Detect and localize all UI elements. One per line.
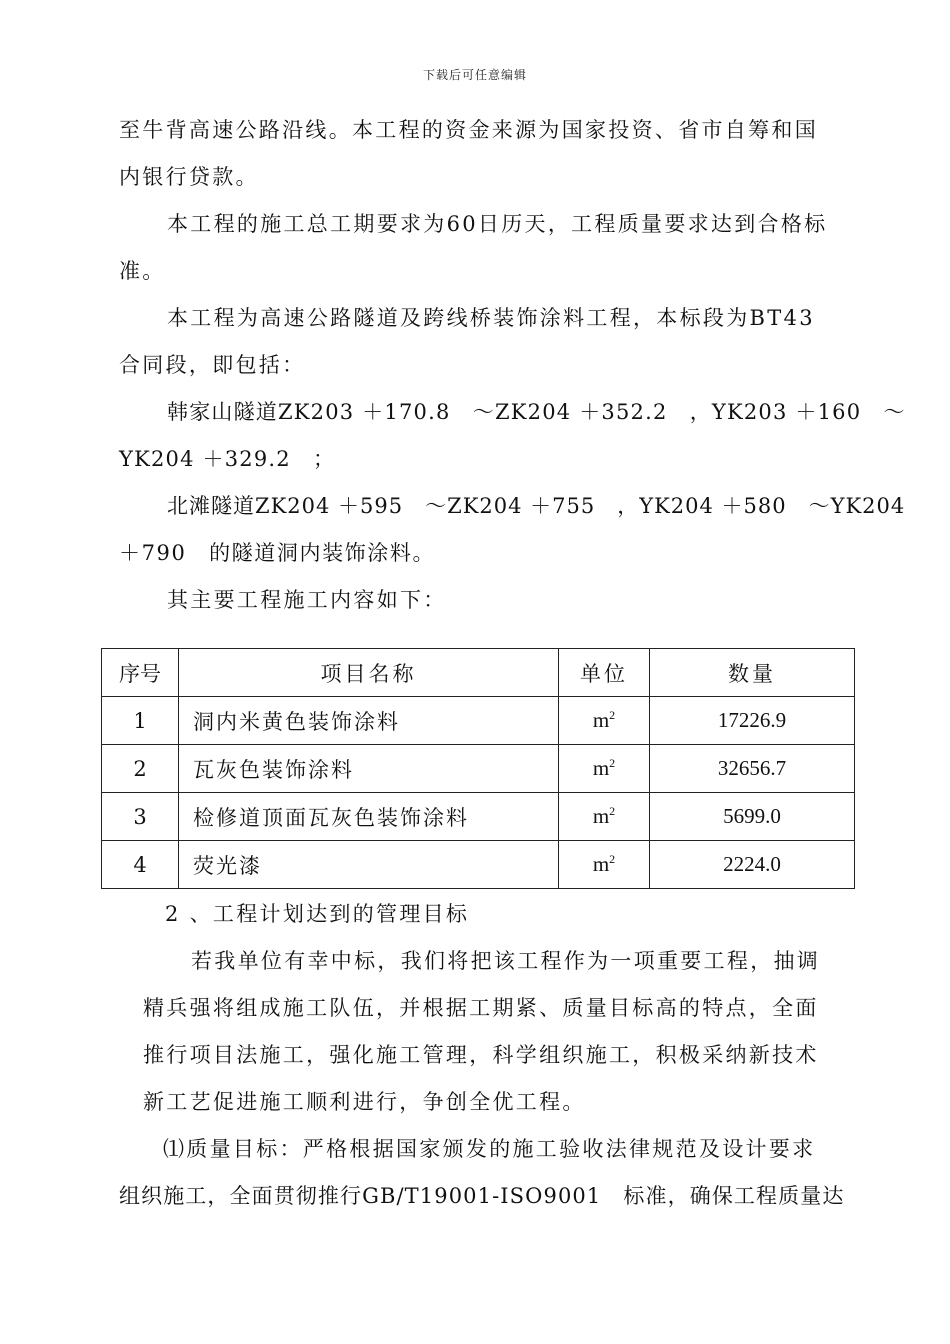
body-line-15: 新工艺促进施工顺利进行，争创全优工程。: [143, 1090, 586, 1114]
table-header-row: [102, 649, 855, 697]
body-line-9: 北滩隧道ZK204 ＋595 ～ZK204 ＋755 ，YK204 ＋580 ～YK204: [167, 494, 906, 518]
page-header-note: 下载后可任意编辑: [422, 68, 527, 82]
cell-name: 检修道顶面瓦灰色装饰涂料: [179, 793, 559, 841]
body-line-14: 推行项目法施工，强化施工管理，科学组织施工，积极采纳新技术: [143, 1043, 819, 1067]
unit-base: m: [592, 804, 610, 828]
cell-name: 瓦灰色装饰涂料: [179, 745, 559, 793]
body-line-10: ＋790 的隧道洞内装饰涂料。: [119, 541, 436, 565]
cell-no: 4: [102, 841, 179, 889]
cell-no: 3: [102, 793, 179, 841]
unit-sup: 2: [609, 708, 616, 722]
cell-name: 荧光漆: [179, 841, 559, 889]
header-no: 序号: [102, 649, 179, 697]
body-line-16: ⑴质量目标：严格根据国家颁发的施工验收法律规范及设计要求: [163, 1137, 816, 1161]
table-row: [102, 697, 855, 745]
body-line-13: 精兵强将组成施工队伍，并根据工期紧、质量目标高的特点，全面: [143, 996, 819, 1020]
body-line-6: 合同段，即包括：: [119, 353, 306, 377]
section-heading-2: 2 、工程计划达到的管理目标: [165, 902, 470, 926]
header-qty: 数量: [650, 649, 855, 697]
cell-unit: [559, 793, 650, 841]
unit-base: m: [592, 756, 610, 780]
unit-sup: 2: [609, 804, 616, 818]
header-unit: 单位: [559, 649, 650, 697]
body-line-11: 其主要工程施工内容如下：: [167, 588, 447, 612]
unit-sup: 2: [609, 852, 616, 866]
cell-qty: 32656.7: [650, 745, 855, 793]
unit-base: m: [592, 852, 610, 876]
table-row: [102, 745, 855, 793]
cell-unit: [559, 745, 650, 793]
cell-unit: [559, 841, 650, 889]
body-line-5: 本工程为高速公路隧道及跨线桥装饰涂料工程，本标段为BT43: [167, 306, 815, 330]
cell-qty: 17226.9: [650, 697, 855, 745]
table-row: [102, 793, 855, 841]
unit-base: m: [592, 708, 610, 732]
body-line-2: 内银行贷款。: [119, 165, 259, 189]
cell-unit: [559, 697, 650, 745]
header-name: 项目名称: [179, 649, 559, 697]
table-row: [102, 841, 855, 889]
body-line-1: 至牛背高速公路沿线。本工程的资金来源为国家投资、省市自筹和国: [119, 118, 818, 142]
cell-no: 1: [102, 697, 179, 745]
body-line-7: 韩家山隧道ZK203 ＋170.8 ～ZK204 ＋352.2 ，YK203 ＋160 ～: [167, 400, 906, 424]
cell-qty: 5699.0: [650, 793, 855, 841]
work-content-table: [101, 648, 855, 889]
body-line-3: 本工程的施工总工期要求为60日历天，工程质量要求达到合格标: [167, 212, 828, 236]
unit-sup: 2: [609, 756, 616, 770]
cell-qty: 2224.0: [650, 841, 855, 889]
body-line-4: 准。: [119, 259, 166, 283]
body-line-8: YK204 ＋329.2 ；: [119, 447, 336, 471]
body-line-17: 组织施工，全面贯彻推行GB/T19001-ISO9001 标准，确保工程质量达: [119, 1184, 845, 1208]
body-line-12: 若我单位有幸中标，我们将把该工程作为一项重要工程，抽调: [191, 949, 821, 973]
cell-name: 洞内米黄色装饰涂料: [179, 697, 559, 745]
cell-no: 2: [102, 745, 179, 793]
